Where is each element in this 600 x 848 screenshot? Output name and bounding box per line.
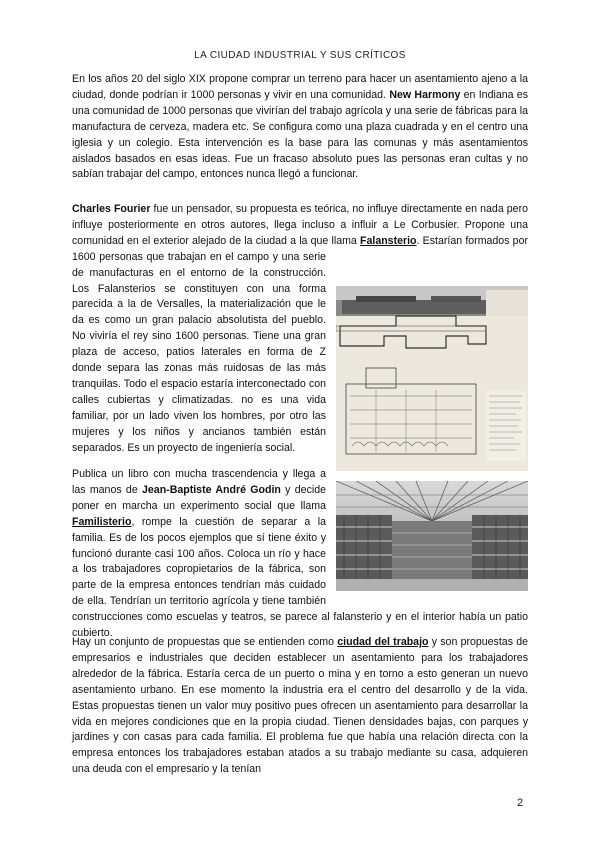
paragraph-text: Hay un conjunto de propuestas que se entienden como xyxy=(72,636,338,648)
paragraph-text: en Indiana es una comunidad de 1000 personas que vivirían del trabajo agrícola y una serie de fábricas para la manufactura de cerveza, madera etc. Se configura como una plaza cuadrada y en el centro una iglesia y un colegio. Esta intervención es la base para las comunas y más asentamientos aislados basados en esas ideas. Fue un fracaso absoluto pues las personas eran cultas y no sabían trabajar del campo, entonces nunca llegó a funcionar. xyxy=(72,88,528,181)
paragraph-text: . Estarían formados por 1600 personas que trabajan en el campo y una serie de manufacturas en el entorno de la construcción. Los Falansterios se constituyen con una forma parecida a la de Versalles, la materialización que le da es como un gran palacio absolutista del pueblo. No viviría el rey sino 1600 personas. Tiene una gran plaza de acceso, patios laterales en forma de Z donde separa las zonas más ruidosas de las más tranquilas. Todo el espacio estaría interconectado con calles cubiertas y climatizadas. no es una vida familiar, por un lado viven los hombres, por otro las mujeres y los niños y ancianos también están separados. Es un proyecto de ingeniería social. xyxy=(72,234,528,454)
falansterio-plan-image xyxy=(336,286,528,471)
bold-term: Jean-Baptiste André Godin xyxy=(142,483,281,496)
paragraph-ciudad-trabajo xyxy=(72,635,528,778)
falansterio-term: Falansterio xyxy=(360,234,417,247)
paragraph-text: y decide poner en marcha un experimento social que llama xyxy=(72,483,326,512)
paragraph-text: Publica un libro con mucha trascendencia y llega a las manos de xyxy=(72,468,326,496)
paragraph-text: En los años 20 del siglo XIX propone comprar un terreno para hacer un asentamiento ajeno a la ciudad, donde podrían ir 1000 personas y vivir en una comunidad. xyxy=(72,73,528,101)
bold-term: Charles Fourier xyxy=(72,203,151,215)
paragraph-text: , rompe la cuestión de separar a la familia. Es de los pocos ejemplos que sí tiene éxito y funcionó durante casi 100 años. Coloca un río y hace a los trabajadores copropietarios de la fábrica, son parte de la empresa entonces tendrían más cuidado de ella. Tendrían un territorio agrícola y tiene también construcciones como escuelas y teatros, se parece al falansterio y en el interior había un patio cubierto. xyxy=(72,515,528,640)
falansterio-plan-figure xyxy=(336,286,528,471)
familisterio-photo xyxy=(336,481,528,591)
paragraph-text: y son propuestas de empresarios e industriales que deciden establecer un asentamiento para los trabajadores alrededor de la fábrica. Estaría cerca de un puerto o mina y en torno a esto generan un nuevo asentamiento urbano. En ese momento la industria era el centro del desarrollo y de la vida. Estas propuestas tienen un valor muy positivo pues ofrecen un asentamiento para desarrollar la vida en mejores condiciones que en la propia ciudad. Tienen densidades bajas, con parques y jardines y con casas para cada familia. El problema fue que había una relación directa con la empresa entonces los trabajadores estaban atados a su trabajo mediante su casa, adquieren una deuda con el empresario y la tenían xyxy=(72,636,528,776)
ciudad-trabajo-term: ciudad del trabajo xyxy=(337,636,429,648)
bold-term: New Harmony xyxy=(389,88,461,101)
paragraph-text: fue un pensador, su propuesta es teórica, no influye directamente en nada pero influye posteriormente en otros autores, llega incluso a influir a Le Corbusier. Propone una comunidad en el exterior alejado de la ciudad a la que llama xyxy=(72,203,528,247)
running-header: LA CIUDAD INDUSTRIAL Y SUS CRÍTICOS xyxy=(194,50,406,61)
paragraph-fourier xyxy=(72,202,528,475)
paragraph-godin xyxy=(72,467,528,642)
paragraph-new-harmony xyxy=(72,72,528,183)
familisterio-photo-figure xyxy=(336,481,528,591)
familisterio-term: Familisterio xyxy=(72,515,132,528)
page-number: 2 xyxy=(517,797,524,809)
